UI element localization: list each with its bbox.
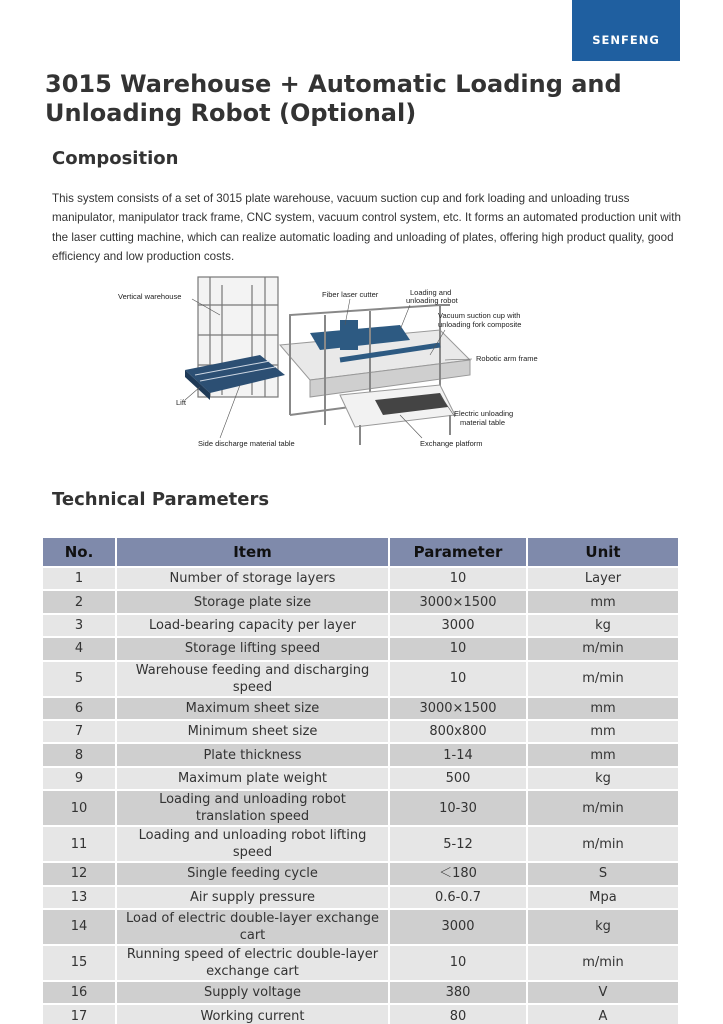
- cell-parameter: 3000: [389, 614, 527, 637]
- exchange-platform-illustration: [340, 385, 455, 445]
- cell-no: 17: [43, 1004, 116, 1024]
- technical-heading: Technical Parameters: [52, 489, 270, 510]
- cell-unit: mm: [527, 720, 678, 743]
- cell-no: 15: [43, 945, 116, 981]
- table-row: [43, 637, 678, 660]
- cell-no: 16: [43, 981, 116, 1004]
- label-electric-table-line2: material table: [460, 418, 506, 427]
- cell-parameter: 10: [389, 945, 527, 981]
- cell-item: Minimum sheet size: [116, 720, 389, 743]
- cell-parameter: 500: [389, 767, 527, 790]
- cell-parameter: 10: [389, 567, 527, 590]
- table-row: [43, 981, 678, 1004]
- cell-unit: Layer: [527, 567, 678, 590]
- system-diagram: [110, 275, 555, 475]
- table-row: [43, 720, 678, 743]
- cell-parameter: 1-14: [389, 743, 527, 766]
- laser-cutter-illustration: [280, 320, 470, 397]
- cell-item: Air supply pressure: [116, 886, 389, 909]
- brand-logo-box: [572, 0, 680, 61]
- cell-unit: S: [527, 862, 678, 885]
- cell-no: 5: [43, 661, 116, 697]
- label-vertical-warehouse: Vertical warehouse: [118, 292, 182, 301]
- cell-no: 6: [43, 697, 116, 720]
- cell-parameter: 80: [389, 1004, 527, 1024]
- label-robotic-arm-frame: Robotic arm frame: [476, 354, 538, 363]
- cell-item: Storage plate size: [116, 590, 389, 613]
- cell-no: 14: [43, 909, 116, 945]
- cell-item: Number of storage layers: [116, 567, 389, 590]
- cell-no: 9: [43, 767, 116, 790]
- cell-no: 1: [43, 567, 116, 590]
- cell-item: Running speed of electric double-layer exchange cart: [116, 945, 389, 981]
- cell-item: Working current: [116, 1004, 389, 1024]
- table-row: [43, 590, 678, 613]
- cell-unit: m/min: [527, 826, 678, 862]
- label-loading-robot-line2: unloading robot: [406, 296, 458, 305]
- table-row: [43, 661, 678, 697]
- table-row: [43, 743, 678, 766]
- cell-parameter: 0.6-0.7: [389, 886, 527, 909]
- cell-no: 10: [43, 790, 116, 826]
- cell-parameter: 3000×1500: [389, 697, 527, 720]
- cell-no: 11: [43, 826, 116, 862]
- label-vacuum-line1: Vacuum suction cup with: [438, 311, 521, 320]
- label-vacuum-line2: unloading fork composite: [438, 320, 522, 329]
- cell-unit: Mpa: [527, 886, 678, 909]
- cell-item: Single feeding cycle: [116, 862, 389, 885]
- table-row: [43, 945, 678, 981]
- table-row: [43, 697, 678, 720]
- table-row: [43, 790, 678, 826]
- cell-item: Maximum plate weight: [116, 767, 389, 790]
- label-side-discharge: Side discharge material table: [198, 439, 295, 448]
- label-fiber-laser-cutter: Fiber laser cutter: [322, 290, 379, 299]
- cell-unit: mm: [527, 697, 678, 720]
- cell-unit: kg: [527, 614, 678, 637]
- table-row: [43, 1004, 678, 1024]
- brand-name: SENFENG: [592, 33, 660, 47]
- label-loading-robot-line1: Loading and: [410, 288, 452, 297]
- cell-no: 3: [43, 614, 116, 637]
- label-electric-table-line1: Electric unloading: [454, 409, 514, 418]
- cell-no: 7: [43, 720, 116, 743]
- cell-parameter: 10: [389, 637, 527, 660]
- cell-parameter: 800x800: [389, 720, 527, 743]
- composition-text: This system consists of a set of 3015 plate warehouse, vacuum suction cup and fork loading and unloading truss manipulator, manipulator track frame, CNC system, vacuum control system, etc. It forms an automated production unit with the laser cutting machine, which can realize automatic loading and unloading of plates, offering high product quality, good efficiency and low production costs.: [52, 192, 681, 264]
- cell-parameter: 380: [389, 981, 527, 1004]
- technical-parameters-table: [43, 538, 678, 1024]
- cell-unit: V: [527, 981, 678, 1004]
- cell-unit: m/min: [527, 661, 678, 697]
- label-exchange-platform: Exchange platform: [420, 439, 483, 448]
- cell-unit: kg: [527, 909, 678, 945]
- cell-item: Load-bearing capacity per layer: [116, 614, 389, 637]
- cell-item: Loading and unloading robot lifting speed: [116, 826, 389, 862]
- table-row: [43, 826, 678, 862]
- cell-item: Maximum sheet size: [116, 697, 389, 720]
- table-row: [43, 567, 678, 590]
- cell-parameter: 5-12: [389, 826, 527, 862]
- composition-heading: Composition: [52, 148, 179, 169]
- page-title: 3015 Warehouse + Automatic Loading and Unloading Robot (Optional): [45, 70, 622, 127]
- cell-parameter: 10: [389, 661, 527, 697]
- cell-no: 12: [43, 862, 116, 885]
- cell-no: 2: [43, 590, 116, 613]
- cell-no: 13: [43, 886, 116, 909]
- cell-item: Storage lifting speed: [116, 637, 389, 660]
- table-header-row: [43, 538, 678, 567]
- column-header-no: No.: [43, 538, 116, 567]
- cell-no: 8: [43, 743, 116, 766]
- cell-item: Warehouse feeding and discharging speed: [116, 661, 389, 697]
- label-lift: Lift: [176, 398, 187, 407]
- cell-item: Loading and unloading robot translation speed: [116, 790, 389, 826]
- cell-unit: m/min: [527, 637, 678, 660]
- cell-item: Supply voltage: [116, 981, 389, 1004]
- table-row: [43, 862, 678, 885]
- table-row: [43, 886, 678, 909]
- cell-unit: mm: [527, 590, 678, 613]
- cell-unit: kg: [527, 767, 678, 790]
- table-row: [43, 909, 678, 945]
- column-header-item: Item: [116, 538, 389, 567]
- cell-parameter: 3000×1500: [389, 590, 527, 613]
- cell-item: Plate thickness: [116, 743, 389, 766]
- cell-no: 4: [43, 637, 116, 660]
- cell-parameter: ＜180: [389, 862, 527, 885]
- cell-unit: A: [527, 1004, 678, 1024]
- table-row: [43, 767, 678, 790]
- cell-parameter: 3000: [389, 909, 527, 945]
- table-row: [43, 614, 678, 637]
- cell-unit: m/min: [527, 790, 678, 826]
- cell-parameter: 10-30: [389, 790, 527, 826]
- cell-unit: m/min: [527, 945, 678, 981]
- column-header-unit: Unit: [527, 538, 678, 567]
- column-header-parameter: Parameter: [389, 538, 527, 567]
- cell-item: Load of electric double-layer exchange cart: [116, 909, 389, 945]
- cell-unit: mm: [527, 743, 678, 766]
